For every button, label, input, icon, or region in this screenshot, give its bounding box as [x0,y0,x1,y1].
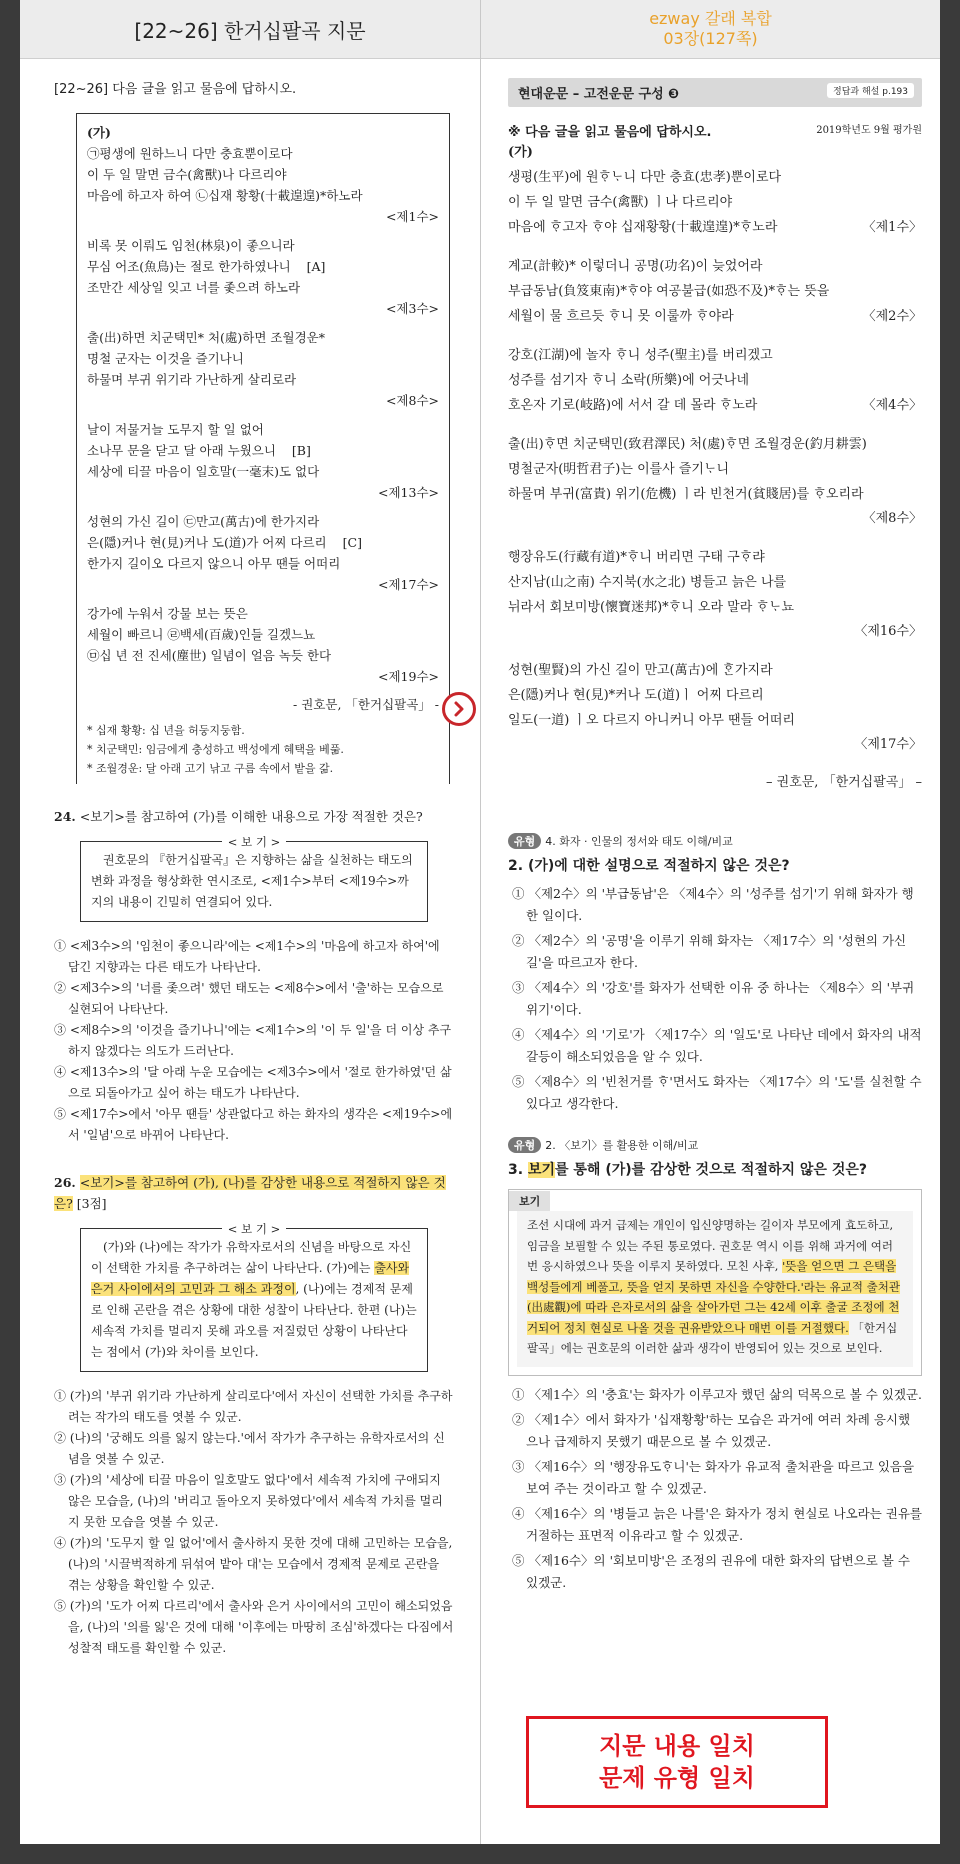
q24-option: ① <제3수>의 '임천이 좋으니라'에는 <제1수>의 '마음에 하고자 하여'에 담긴 지향과는 다른 태도가 나타난다. [54,939,440,974]
q2-option: ② 〈제2수〉의 '공명'을 이루기 위해 화자는 〈제17수〉의 '성현의 가신 길'을 따르고자 한다. [512,933,907,970]
right-instruction-row [508,121,922,140]
q3-option: ③ 〈제16수〉의 '행장유도ᄒᆞ니'는 화자가 유교적 출처관을 따르고 있음을 보여 주는 것이라고 할 수 있겠군. [512,1458,915,1496]
q2-option: ④ 〈제4수〉의 '기로'가 〈제17수〉의 '일도'로 나타난 데에서 화자의 내적 갈등이 해소되었음을 알 수 있다. [512,1027,922,1064]
stanza-number: 〈제16수〉 [854,624,922,639]
right-stanza [508,658,922,757]
right-header-line2: 03장(127쪽) [663,29,758,48]
stanza-line: 뉘라서 회보미방(懷寶迷邦)*ᄒᆞ니 오라 말라 ᄒᆞᄂᆞ뇨 [508,600,795,615]
q2-options [508,883,922,1115]
stanza-line [508,393,922,418]
q26-bogi-post: , (나)에는 경제적 문제로 인해 곤란을 겪은 상황에 대한 성찰이 나타난다. 한편 (나)는 세속적 가치를 멀리지 못해 과오를 저질렀던 상황이 나타난다는 점에서 (가)와 차이를 보인다. [91,1282,417,1359]
q24-option: ④ <제13수>의 '달 아래 누운 모습에는 <제3수>에서 '절로 한가하였'던 삶으로 되돌아가고 싶어 하는 태도가 나타난다. [54,1065,452,1100]
stanza-line: 마음에 하고자 하여 ㉡십재 황황(十載遑遑)*하노라 [87,188,363,203]
stanza-line: 계교(計較)* 이렇더니 공명(功名)이 늦었어라 [508,259,763,274]
type2-pill: 유형 [508,1137,541,1153]
q26-option: ① (가)의 '부귀 위기라 가난하게 살리로다'에서 자신이 선택한 가치를 추구하려는 작가의 태도를 엿볼 수 있군. [54,1389,453,1424]
right-instruction: ※ 다음 글을 읽고 물음에 답하시오. [508,125,712,140]
q3-stem: 를 통해 (가)를 감상한 것으로 적절하지 않은 것은? [555,1162,867,1178]
right-unit-title [508,78,922,107]
q26-option: ③ (가)의 '세상에 티끌 마음이 일호말도 없다'에서 세속적 가치에 구애되지 않은 모습을, (나)의 '버리고 돌아오지 못하였다'에서 세속적 가치를 멀리지 못한 모습을 엿볼 수 있군. [54,1473,443,1529]
right-stanza [508,254,922,329]
stanza-line-text: 세월이 물 흐르듯 ᄒᆞ니 못 이룰까 ᄒᆞ야라 [508,309,734,324]
stanza-line: 날이 저물거늘 도무지 할 일 없어 [87,422,264,437]
match-stamp [526,1716,828,1808]
q24-stem: <보기>를 참고하여 (가)를 이해한 내용으로 가장 적절한 것은? [79,809,423,824]
q3-options [508,1384,922,1594]
q24-bogi-text: 권호문의 『한거십팔곡』은 지향하는 삶을 실천하는 태도의 변화 과정을 형상화한 연시조로, <제1수>부터 <제19수>까지의 내용이 긴밀히 연결되어 있다. [91,853,413,909]
unit-title-text: 현대운문 – 고전운문 구성 ❸ [518,87,680,102]
right-header [481,0,940,59]
type4-tag [508,833,922,849]
stanza-number: 〈제8수〉 [862,511,922,526]
stanza-line: 강가에 누워서 강물 보는 뜻은 [87,606,248,621]
left-footnotes [87,721,439,778]
stanza-line: 세월이 빠르니 ㉣백세(百歲)인들 길겠느뇨 [87,627,316,642]
stanza-line: 부급동남(負笈東南)*ᄒᆞ야 여공불급(如恐不及)*ᄒᆞ는 뜻을 [508,284,830,299]
type2-label: 2. 〈보기〉를 활용한 이해/비교 [545,1139,699,1152]
q24-number: 24. [54,809,76,824]
left-header [20,0,480,59]
stanza-number: 〈제1수〉 [862,220,922,235]
stanza-line: 일도(一道) ㅣ오 다르지 아니커니 아무 땐들 어떠리 [508,713,795,728]
q26-bogi-highlight: 출사와 은거 사이에서의 고민과 그 해소 과정이 [91,1261,410,1296]
q2-option: ③ 〈제4수〉의 '강호'를 화자가 선택한 이유 중 하나는 〈제8수〉의 '부귀 위기'이다. [512,980,915,1017]
stanza-line-text: 마음에 ᄒᆞ고자 ᄒᆞ야 십재황황(十載遑遑)*ᄒᆞ노라 [508,220,778,235]
q24-option: ⑤ <제17수>에서 '아무 땐들' 상관없다고 하는 화자의 생각은 <제19수>에서 '일념'으로 바뀌어 나타난다. [54,1107,453,1142]
q3-bogi-text [517,1211,913,1367]
page-frame [20,0,940,1844]
stanza-line: ㉠평생에 원하느니 다만 충효뿐이로다 [87,146,293,161]
stanza-line: 명철군자(明哲君子)는 이를사 즐기ᄂᆞ니 [508,462,730,477]
left-column [54,58,454,1659]
stanza-number: 〈제2수〉 [862,309,922,324]
right-passage-label: (가) [508,145,533,160]
q3-option: ② 〈제1수〉에서 화자가 '십재황황'하는 모습은 과거에 여러 차례 응시했으나 급제하지 못했기 때문으로 볼 수 있겠군. [512,1411,911,1449]
stanza-number: 〈제4수〉 [862,398,922,413]
stanza-line: 세상에 티끌 마음이 일호말(一毫末)도 없다 [87,464,320,479]
footnote: * 십재 황황: 십 년을 허둥지둥함. [87,724,245,737]
right-source: 2019학년도 9월 평가원 [816,125,922,136]
q24-bogi-box [80,835,428,922]
right-column [508,58,922,1594]
q26-bogi-box [80,1222,428,1372]
q3-bogi-label: 보기 [509,1191,550,1211]
left-stanza [87,419,439,503]
left-stanza [87,235,439,319]
right-header-line1: ezway 갈래 복합 [649,9,772,28]
stanza-number: <제13수> [377,485,439,500]
stanza-line: 하물며 부귀(富貴) 위기(危機) ㅣ라 빈천거(貧賤居)를 ᄒᆞ오리라 [508,487,864,502]
question-3 [508,1159,922,1179]
q26-stem: <보기>를 참고하여 (가), (나)를 감상한 내용으로 적절하지 않은 것은? [54,1175,446,1211]
left-intro: [22~26] 다음 글을 읽고 물음에 답하시오. [54,82,297,97]
left-stanzas [87,143,439,687]
stanza-line: 성현(聖賢)의 가신 길이 만고(萬古)에 ᄒᆞᆫ가지라 [508,663,773,678]
left-passage-box [76,113,450,784]
q2-stem: (가)에 대한 설명으로 적절하지 않은 것은? [527,858,790,874]
q2-number: 2. [508,858,524,874]
stanza-line: 성주를 섬기자 ᄒᆞ니 소락(所樂)에 어긋나네 [508,373,750,388]
left-passage-label: (가) [87,125,111,140]
stanza-number: <제1수> [385,209,439,224]
q24-options [54,936,454,1146]
q3-bogi-pre: 조선 시대에 과거 급제는 개인이 입신양명하는 길이자 부모에게 효도하고, 임금을 보필할 수 있는 주된 통로였다. 권호문 역시 이를 위해 과거에 여러 번 응시하였으나 뜻을 이루지 못하였다. 모친 사후, [527,1218,894,1273]
left-stanza [87,603,439,687]
stamp-line1: 지문 내용 일치 [599,1732,755,1760]
q3-bogi-post: 「한거십팔곡」에는 권호문의 이러한 삶과 생각이 반영되어 있는 것으로 보인다. [527,1320,898,1355]
stanza-number: <제17수> [377,577,439,592]
right-author: – 권호문, 「한거십팔곡」 – [766,775,922,790]
question-26 [54,1172,454,1214]
stanza-number: <제3수> [385,301,439,316]
stanza-line: 소나무 문을 닫고 달 아래 누웠으니 [B] [87,440,439,461]
stanza-bracket-label: [B] [291,443,311,458]
stanza-line: 이 두 일 말면 금수(禽獸)나 다르리야 [87,167,287,182]
question-2 [508,855,922,875]
stanza-line: 행장유도(行藏有道)*ᄒᆞ니 버리면 구태 구ᄒᆞ랴 [508,550,765,565]
stanza-line: 무심 어조(魚鳥)는 절로 한가하였나니 [A] [87,256,439,277]
stanza-line: 은(隱)커나 현(見)*커나 도(道)ㅣ 어찌 다르리 [508,688,764,703]
stanza-line: 강호(江湖)에 놀자 ᄒᆞ니 성주(聖主)를 버리겠고 [508,348,773,363]
q3-stem-highlight: 보기 [527,1162,555,1178]
left-stanza [87,143,439,227]
q3-option: ④ 〈제16수〉의 '병들고 늙은 나를'은 화자가 정치 현실로 나오라는 권유를 거절하는 표면적 이유라고 할 수 있겠군. [512,1505,922,1543]
right-stanza [508,343,922,418]
question-24 [54,806,454,827]
stanza-number: <제8수> [385,393,439,408]
footnote: * 치군택민: 임금에게 충성하고 백성에게 혜택을 베풂. [87,743,344,756]
stanza-line: 비록 못 이뤄도 임천(林泉)이 좋으니라 [87,238,295,253]
q26-bogi-text [91,1237,417,1363]
left-stanza [87,327,439,411]
type4-label: 4. 화자 · 인물의 정서와 태도 이해/비교 [545,835,733,848]
q26-points: [3점] [76,1196,107,1211]
stanza-line-text: 호온자 기로(岐路)에 서서 갈 데 몰라 ᄒᆞ노라 [508,398,758,413]
q24-bogi-title: < 보 기 > [222,835,286,849]
q26-option: ② (나)의 '궁해도 의를 잃지 않는다.'에서 작가가 추구하는 유학자로서의 신념을 엿볼 수 있군. [54,1431,445,1466]
q24-option: ③ <제8수>의 '이것을 즐기나니'에는 <제1수>의 '이 두 일'을 더 이상 추구하지 않겠다는 의도가 드러난다. [54,1023,452,1058]
stanza-line: 이 두 일 말면 금수(禽獸) ㅣ나 다르리야 [508,195,733,210]
stanza-line: 명철 군자는 이것을 즐기나니 [87,351,244,366]
stanza-line [508,304,922,329]
stamp-line2: 문제 유형 일치 [599,1764,755,1792]
q26-bogi-title: < 보 기 > [222,1222,286,1236]
q26-bogi-pre: (가)와 (나)에는 작가가 유학자로서의 신념을 바탕으로 자신이 선택한 가치를 추구하려는 삶이 나타난다. (가)에는 [91,1240,412,1275]
stanza-line: 산지남(山之南) 수지북(水之北) 병들고 늙은 나를 [508,575,787,590]
type4-pill: 유형 [508,833,541,849]
chevron-right-circle-icon [442,692,476,726]
stanza-bracket-label: [A] [306,259,326,274]
column-divider [480,0,481,1844]
stanza-line: 성현의 가신 길이 ㉢만고(萬古)에 한가지라 [87,514,320,529]
right-stanza [508,165,922,240]
q2-option: ① 〈제2수〉의 '부급동남'은 〈제4수〉의 '성주를 섬기'기 위해 화자가 행한 일이다. [512,886,914,923]
q26-option: ④ (가)의 '도무지 할 일 없어'에서 출사하지 못한 것에 대해 고민하는 모습을, (나)의 '시끌벅적하게 뒤섞여 밭아 대'는 모습에서 경제적 문제로 곤란을 겪는 상황을 확인할 수 있군. [54,1536,453,1592]
left-header-title: [22~26] 한거십팔곡 지문 [134,18,366,43]
stanza-line [508,215,922,240]
q3-option: ① 〈제1수〉의 '충효'는 화자가 이루고자 했던 삶의 덕목으로 볼 수 있겠군. [512,1386,922,1402]
q2-option: ⑤ 〈제8수〉의 '빈천거를 ᄒᆞ'면서도 화자는 〈제17수〉의 '도'를 실천할 수 있다고 생각한다. [512,1074,922,1111]
q3-bogi-highlight: '뜻을 얻으면 그 은택을 백성들에게 베풀고, 뜻을 얻지 못하면 자신을 수양한다.'라는 유교적 출처관(出處觀)에 따라 은자로서의 삶을 살아가던 그는 42세 이후 출굴 조정에 천거되어 정치 현실로 나올 것을 권유받았으나 매번 이를 거절했다. [527,1259,900,1335]
stanza-line: 한가지 길이오 다르지 않으니 아무 땐들 어떠리 [87,556,341,571]
q26-option: ⑤ (가)의 '도가 어찌 다르리'에서 출사와 은거 사이에서의 고민이 해소되었음을, (나)의 '의를 잃'은 것에 대해 '이후에는 마땅히 조심'하겠다는 다짐에서 성찰적 태도를 확인할 수 있군. [54,1599,454,1655]
q24-option: ② <제3수>의 '너를 좇으려' 했던 태도는 <제8수>에서 '출'하는 모습으로 실현되어 나타난다. [54,981,444,1016]
q26-options [54,1386,454,1659]
right-stanza [508,432,922,531]
stanza-line: ㉤십 년 전 진세(塵世) 일념이 얼음 녹듯 한다 [87,648,332,663]
stanza-line: 출(出)하면 치군택민* 처(處)하면 조월경운* [87,330,325,345]
stanza-line: 은(隱)커나 현(見)커나 도(道)가 어찌 다르리 [C] [87,532,439,553]
right-stanza [508,545,922,644]
stanza-line: 출(出)ᄒᆞ면 치군택민(致君澤民) 처(處)ᄒᆞ면 조월경운(釣月耕雲) [508,437,867,452]
stanza-line: 하물며 부귀 위기라 가난하게 살리로라 [87,372,297,387]
stanza-bracket-label: [C] [342,535,362,550]
stanza-line: 생평(生平)에 원ᄒᆞᄂᆞ니 다만 충효(忠孝)뿐이로다 [508,170,782,185]
q3-bogi-box [508,1189,922,1376]
left-author: - 권호문, 「한거십팔곡」 - [293,697,439,712]
stanza-line: 조만간 세상일 잊고 너를 좇으려 하노라 [87,280,301,295]
q26-number: 26. [54,1175,76,1190]
left-stanza [87,511,439,595]
stanza-number: 〈제17수〉 [854,737,922,752]
stanza-number: <제19수> [377,669,439,684]
q3-number: 3. [508,1162,524,1178]
type2-tag [508,1137,922,1153]
q3-option: ⑤ 〈제16수〉의 '회보미방'은 조정의 권유에 대한 화자의 답변으로 볼 수 있겠군. [512,1552,910,1590]
answer-tag: 정답과 해설 p.193 [827,83,914,98]
right-stanzas [508,165,922,757]
footnote: * 조월경운: 달 아래 고기 낚고 구름 속에서 밭을 갊. [87,762,334,775]
